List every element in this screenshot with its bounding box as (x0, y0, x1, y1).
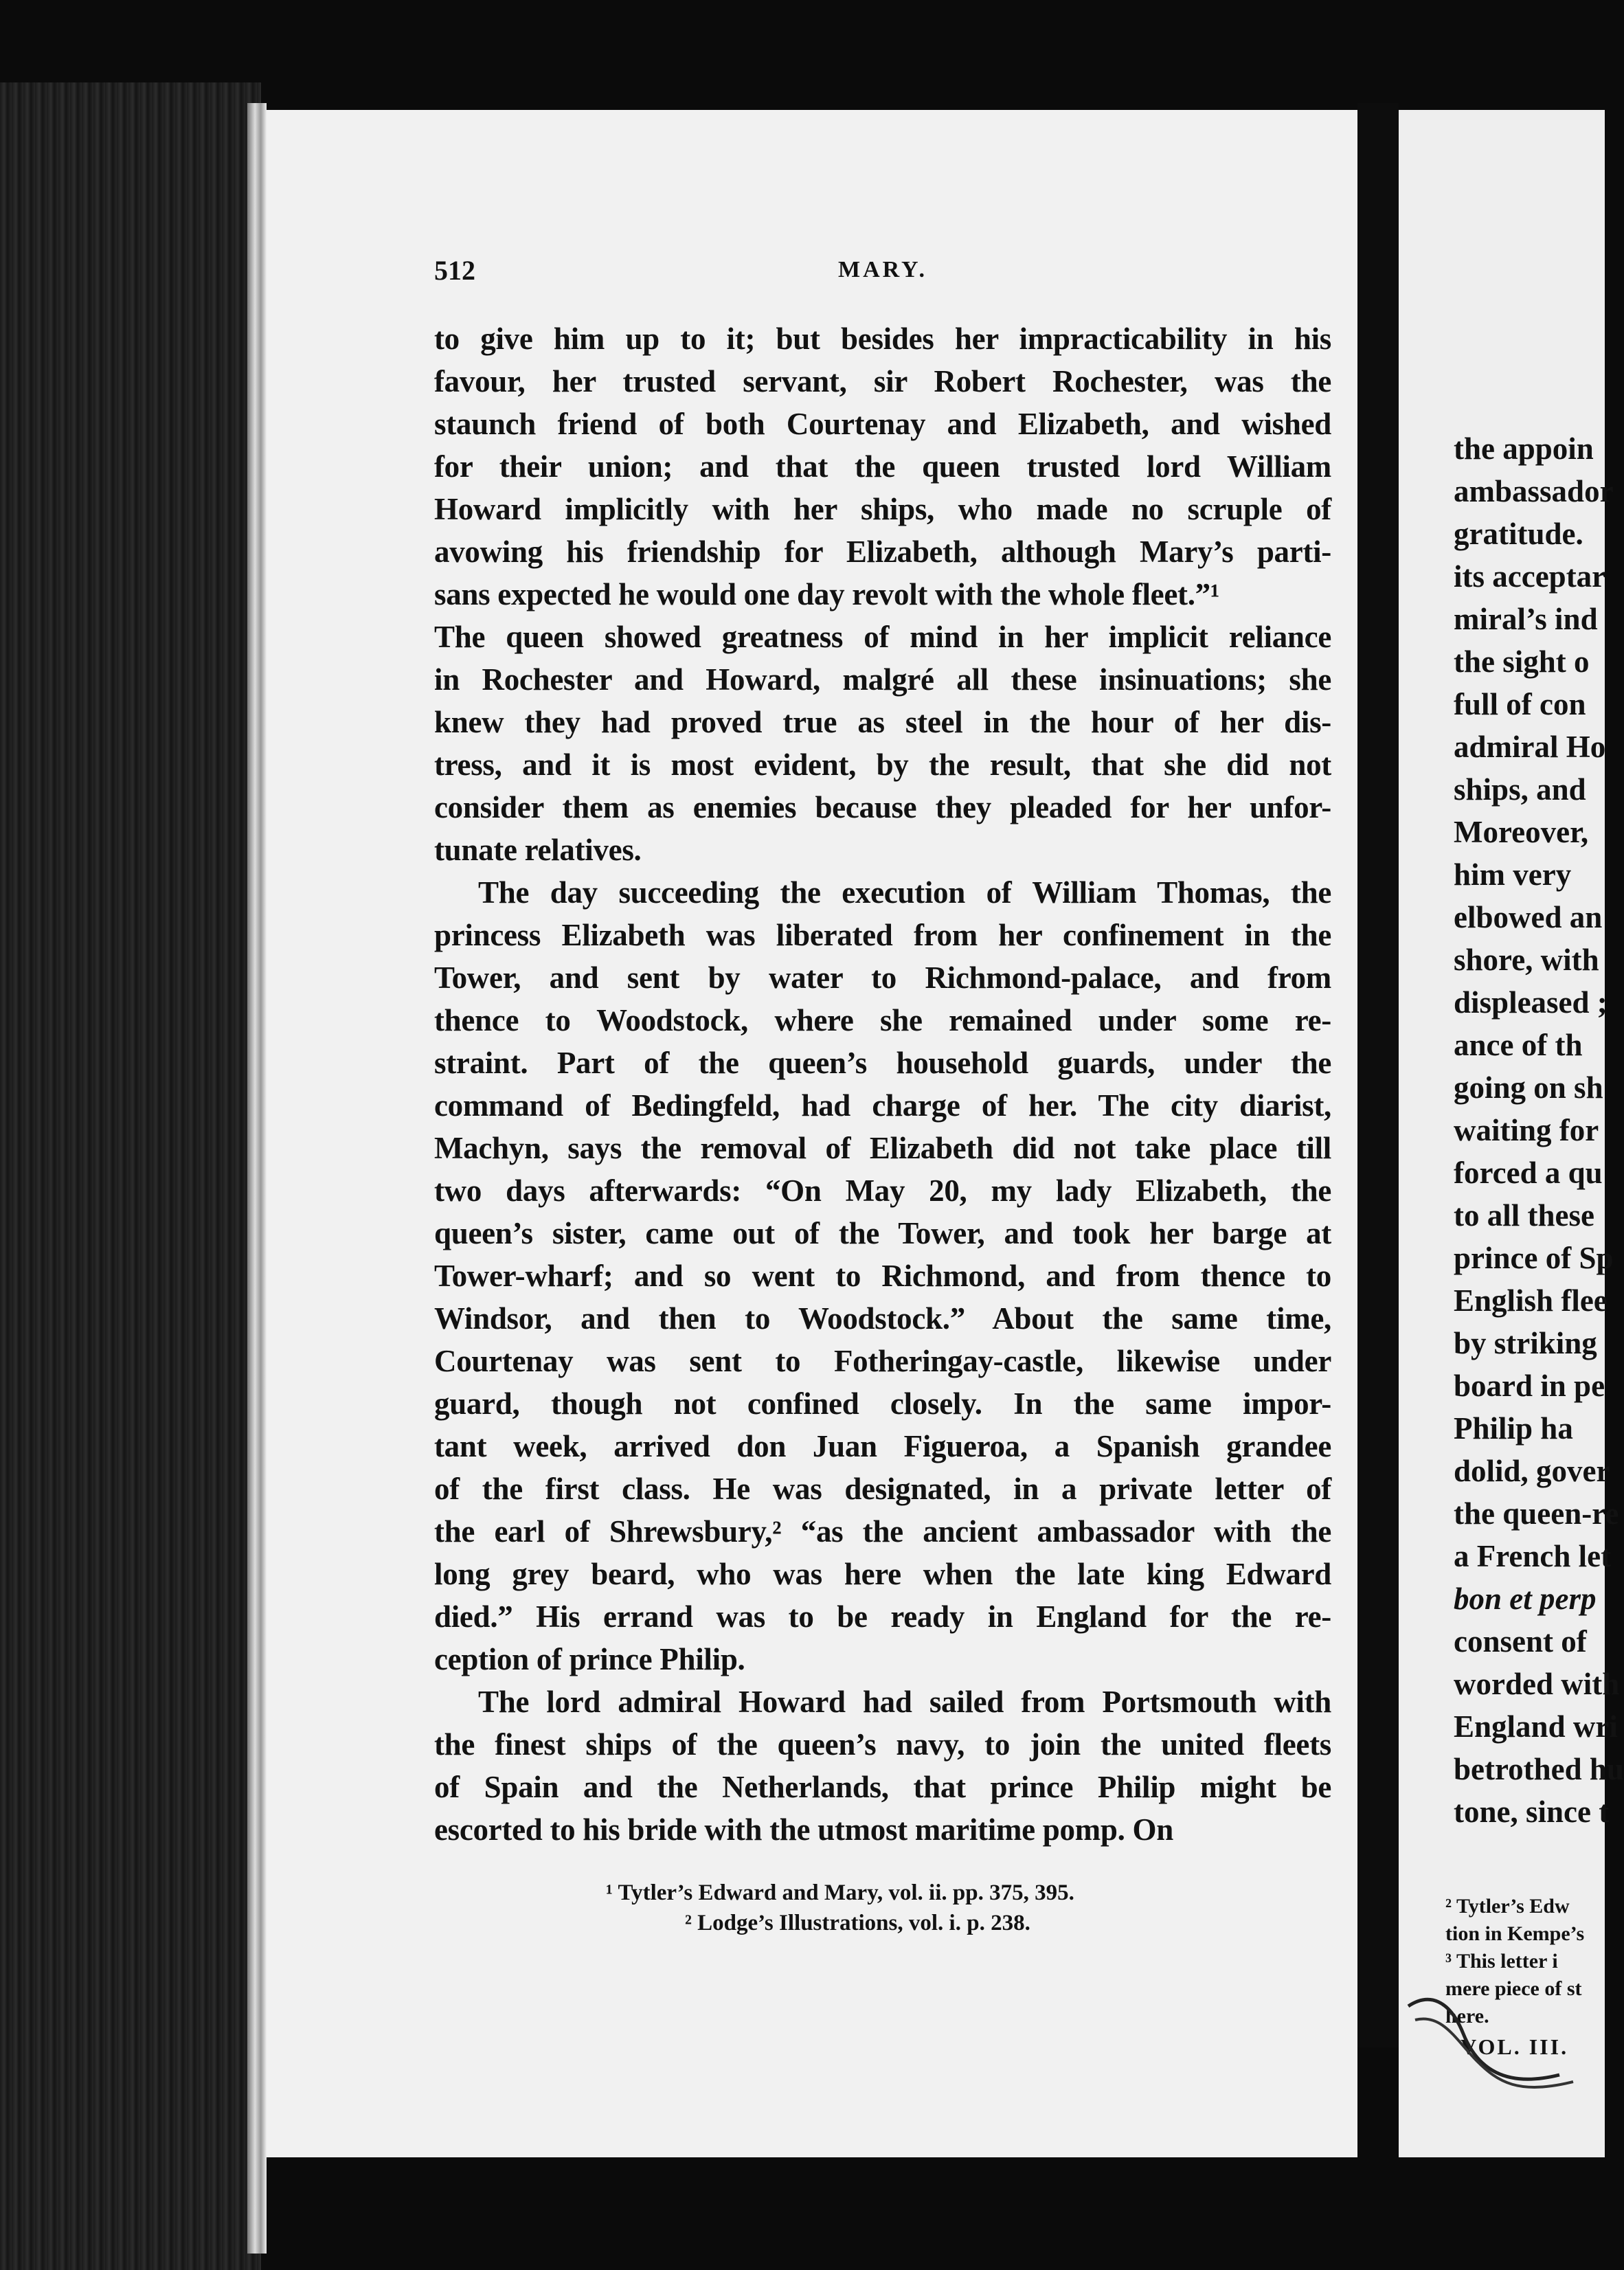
text-line: avowing his friendship for Elizabeth, although Mary’s parti- (434, 535, 1331, 569)
footnote: ² Lodge’s Illustrations, vol. i. p. 238. (685, 1911, 1030, 1935)
text-line: the finest ships of the queen’s navy, to join the united fleets (434, 1727, 1331, 1762)
text-line: admiral Ho (1454, 730, 1606, 764)
text-line: the queen-re (1454, 1496, 1619, 1531)
text-line: displeased ; (1454, 985, 1608, 1020)
text-line: Tower, and sent by water to Richmond-palace, and from (434, 960, 1331, 995)
text-line: of Spain and the Netherlands, that prince Philip might be (434, 1770, 1331, 1804)
text-line: bon et perp (1454, 1582, 1597, 1616)
right-page-text (1399, 427, 1624, 1833)
text-line: Tower-wharf; and so went to Richmond, and from thence to (434, 1259, 1331, 1293)
text-line: ception of prince Philip. (434, 1642, 745, 1676)
text-line: The day succeeding the execution of William Thomas, the (478, 875, 1331, 910)
page-header (434, 254, 1331, 295)
running-head: MARY. (838, 257, 927, 282)
text-line: died.” His errand was to be ready in England for the re- (434, 1599, 1331, 1634)
text-line: ships, and (1454, 772, 1586, 807)
text-line: long grey beard, who was here when the late king Edward (434, 1557, 1331, 1591)
text-line: shore, with (1454, 943, 1599, 977)
book-spine-edge (0, 82, 261, 2270)
text-line: to give him up to it; but besides her impracticability in his (434, 322, 1331, 356)
text-line: favour, her trusted servant, sir Robert Rochester, was the (434, 364, 1331, 398)
text-line: of the first class. He was designated, in a private letter of (434, 1472, 1331, 1506)
footnotes (434, 1878, 1331, 1938)
text-line: tress, and it is most evident, by the result, that she did not (434, 748, 1331, 782)
text-line: elbowed an (1454, 900, 1603, 934)
text-line: ance of th (1454, 1028, 1583, 1062)
text-line: full of con (1454, 687, 1586, 721)
text-line: sans expected he would one day revolt with the whole fleet.”¹ (434, 577, 1220, 611)
text-line: Courtenay was sent to Fotheringay-castle, likewise under (434, 1344, 1331, 1378)
text-line: tone, since t (1454, 1795, 1610, 1829)
text-line: to all these (1454, 1198, 1594, 1233)
text-line: betrothed hu (1454, 1752, 1624, 1786)
text-line: ambassador (1454, 474, 1614, 508)
text-line: waiting for (1454, 1113, 1599, 1147)
text-line: miral’s ind (1454, 602, 1598, 636)
page-stack-edge (247, 103, 267, 2254)
text-line: gratitude. (1454, 517, 1583, 551)
body-text (434, 317, 1331, 1851)
footnote: mere piece of st (1445, 1977, 1582, 2000)
text-line: forced a qu (1454, 1156, 1603, 1190)
page-number: 512 (434, 255, 475, 286)
text-line: tant week, arrived don Juan Figueroa, a Spanish grandee (434, 1429, 1331, 1463)
text-line: dolid, gover (1454, 1454, 1610, 1488)
footnote: ³ This letter i (1445, 1950, 1558, 1973)
text-line: the earl of Shrewsbury,² “as the ancient ambassador with the (434, 1514, 1331, 1549)
text-line: the appoin (1454, 431, 1594, 466)
text-line: worded with (1454, 1667, 1620, 1701)
text-line: Moreover, (1454, 815, 1589, 849)
footnote: tion in Kempe’s (1445, 1922, 1585, 1945)
text-line: The queen showed greatness of mind in her implicit reliance (434, 620, 1331, 654)
text-line: a French let (1454, 1539, 1612, 1573)
text-line: thence to Woodstock, where she remained under some re- (434, 1003, 1331, 1037)
text-line: The lord admiral Howard had sailed from Portsmouth with (478, 1685, 1331, 1719)
right-page (1399, 110, 1624, 2157)
text-line: going on sh (1454, 1070, 1603, 1105)
text-line: him very (1454, 857, 1572, 892)
text-line: its acceptar (1454, 559, 1606, 594)
text-line: prince of Sp (1454, 1241, 1614, 1275)
text-line: princess Elizabeth was liberated from her confinement in the (434, 918, 1331, 952)
text-line: English flee (1454, 1283, 1608, 1318)
text-line: in Rochester and Howard, malgré all these insinuations; she (434, 662, 1331, 697)
volume-label: VOL. III. (1461, 2034, 1569, 2059)
text-line: escorted to his bride with the utmost maritime pomp. On (434, 1812, 1173, 1847)
footnote: here. (1445, 2005, 1489, 2027)
bookmark-ribbon (1401, 1992, 1587, 2095)
text-line: board in pe (1454, 1369, 1605, 1403)
text-line: two days afterwards: “On May 20, my lady Elizabeth, the (434, 1173, 1331, 1208)
text-line: Windsor, and then to Woodstock.” About the same time, (434, 1301, 1331, 1336)
text-line: Howard implicitly with her ships, who made no scruple of (434, 492, 1331, 526)
footnote: ¹ Tytler’s Edward and Mary, vol. ii. pp. 375, 395. (606, 1880, 1074, 1905)
text-line: straint. Part of the queen’s household guards, under the (434, 1046, 1331, 1080)
text-line: consider them as enemies because they pleaded for her unfor- (434, 790, 1331, 824)
text-line: by striking (1454, 1326, 1597, 1360)
text-line: England wri (1454, 1709, 1618, 1744)
text-line: command of Bedingfeld, had charge of her. The city diarist, (434, 1088, 1331, 1123)
book-gutter (1357, 103, 1399, 2047)
text-line: for their union; and that the queen trusted lord William (434, 449, 1331, 484)
text-line: knew they had proved true as steel in the hour of her dis- (434, 705, 1331, 739)
text-line: consent of (1454, 1624, 1587, 1659)
text-line: staunch friend of both Courtenay and Elizabeth, and wished (434, 407, 1331, 441)
footnote: ² Tytler’s Edw (1445, 1895, 1570, 1918)
text-line: the sight o (1454, 644, 1590, 679)
text-line: queen’s sister, came out of the Tower, and took her barge at (434, 1216, 1331, 1250)
text-line: Machyn, says the removal of Elizabeth did not take place till (434, 1131, 1331, 1165)
text-line: tunate relatives. (434, 833, 642, 867)
text-line: guard, though not confined closely. In the same impor- (434, 1386, 1331, 1421)
text-line: Philip ha (1454, 1411, 1573, 1446)
